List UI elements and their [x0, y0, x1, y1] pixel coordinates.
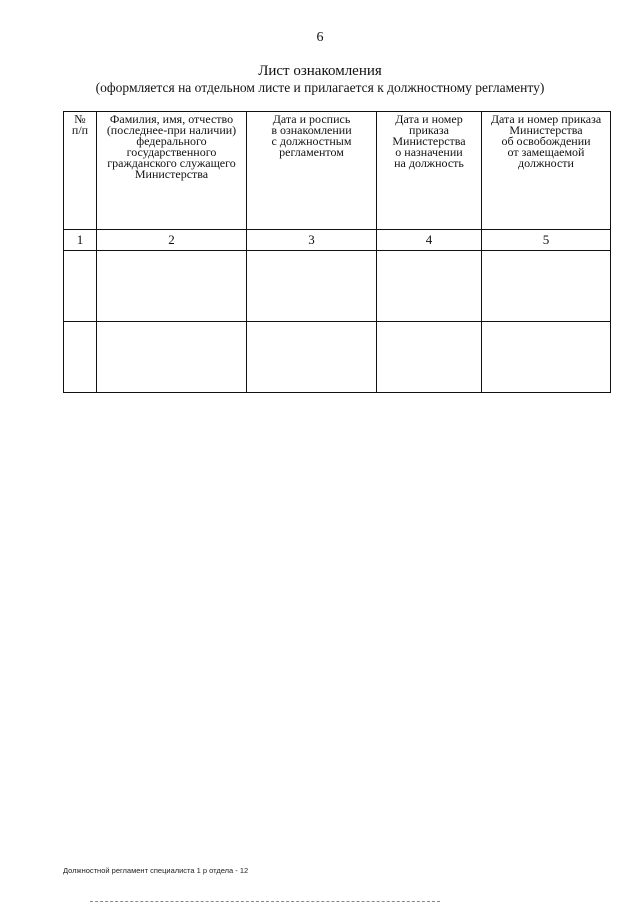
header-appointment-order [377, 112, 482, 230]
header-number [64, 112, 97, 230]
acknowledgment-table [63, 111, 611, 393]
bottom-divider [90, 901, 440, 902]
header-dismissal-order-label: Дата и номер приказа Министерства об освобождении от замещаемой должности [490, 112, 602, 170]
table-header-row [64, 112, 611, 230]
empty-cell[interactable] [482, 251, 611, 322]
empty-cell[interactable] [482, 322, 611, 393]
empty-cell[interactable] [377, 322, 482, 393]
empty-cell[interactable] [97, 251, 247, 322]
column-number-row [64, 230, 611, 251]
document-subtitle: (оформляется на отдельном листе и прилагается к должностному регламенту) [95, 80, 545, 95]
header-number-label: № п/п [71, 112, 89, 137]
empty-cell[interactable] [64, 251, 97, 322]
table-row [64, 251, 611, 322]
empty-cell[interactable] [64, 322, 97, 393]
column-number-cell: 1 [64, 230, 97, 251]
header-dismissal-order [482, 112, 611, 230]
header-appointment-order-label: Дата и номер приказа Министерства о назначении на должность [392, 112, 466, 170]
header-full-name [97, 112, 247, 230]
empty-cell[interactable] [247, 322, 377, 393]
empty-cell[interactable] [247, 251, 377, 322]
footer-note: Должностной регламент специалиста 1 р отдела - 12 [63, 866, 249, 875]
table-row [64, 322, 611, 393]
page-number: 6 [316, 30, 324, 45]
empty-cell[interactable] [97, 322, 247, 393]
empty-cell[interactable] [377, 251, 482, 322]
document-title: Лист ознакомления [258, 63, 382, 79]
column-number-cell: 2 [97, 230, 247, 251]
header-signature-date-label: Дата и роспись в ознакомлении с должностным регламентом [271, 112, 352, 159]
column-number-cell: 4 [377, 230, 482, 251]
column-number-cell: 5 [482, 230, 611, 251]
column-number-cell: 3 [247, 230, 377, 251]
header-signature-date [247, 112, 377, 230]
header-full-name-label: Фамилия, имя, отчество (последнее-при наличии) федерального государственного гражданского служащего Министерства [106, 112, 237, 181]
